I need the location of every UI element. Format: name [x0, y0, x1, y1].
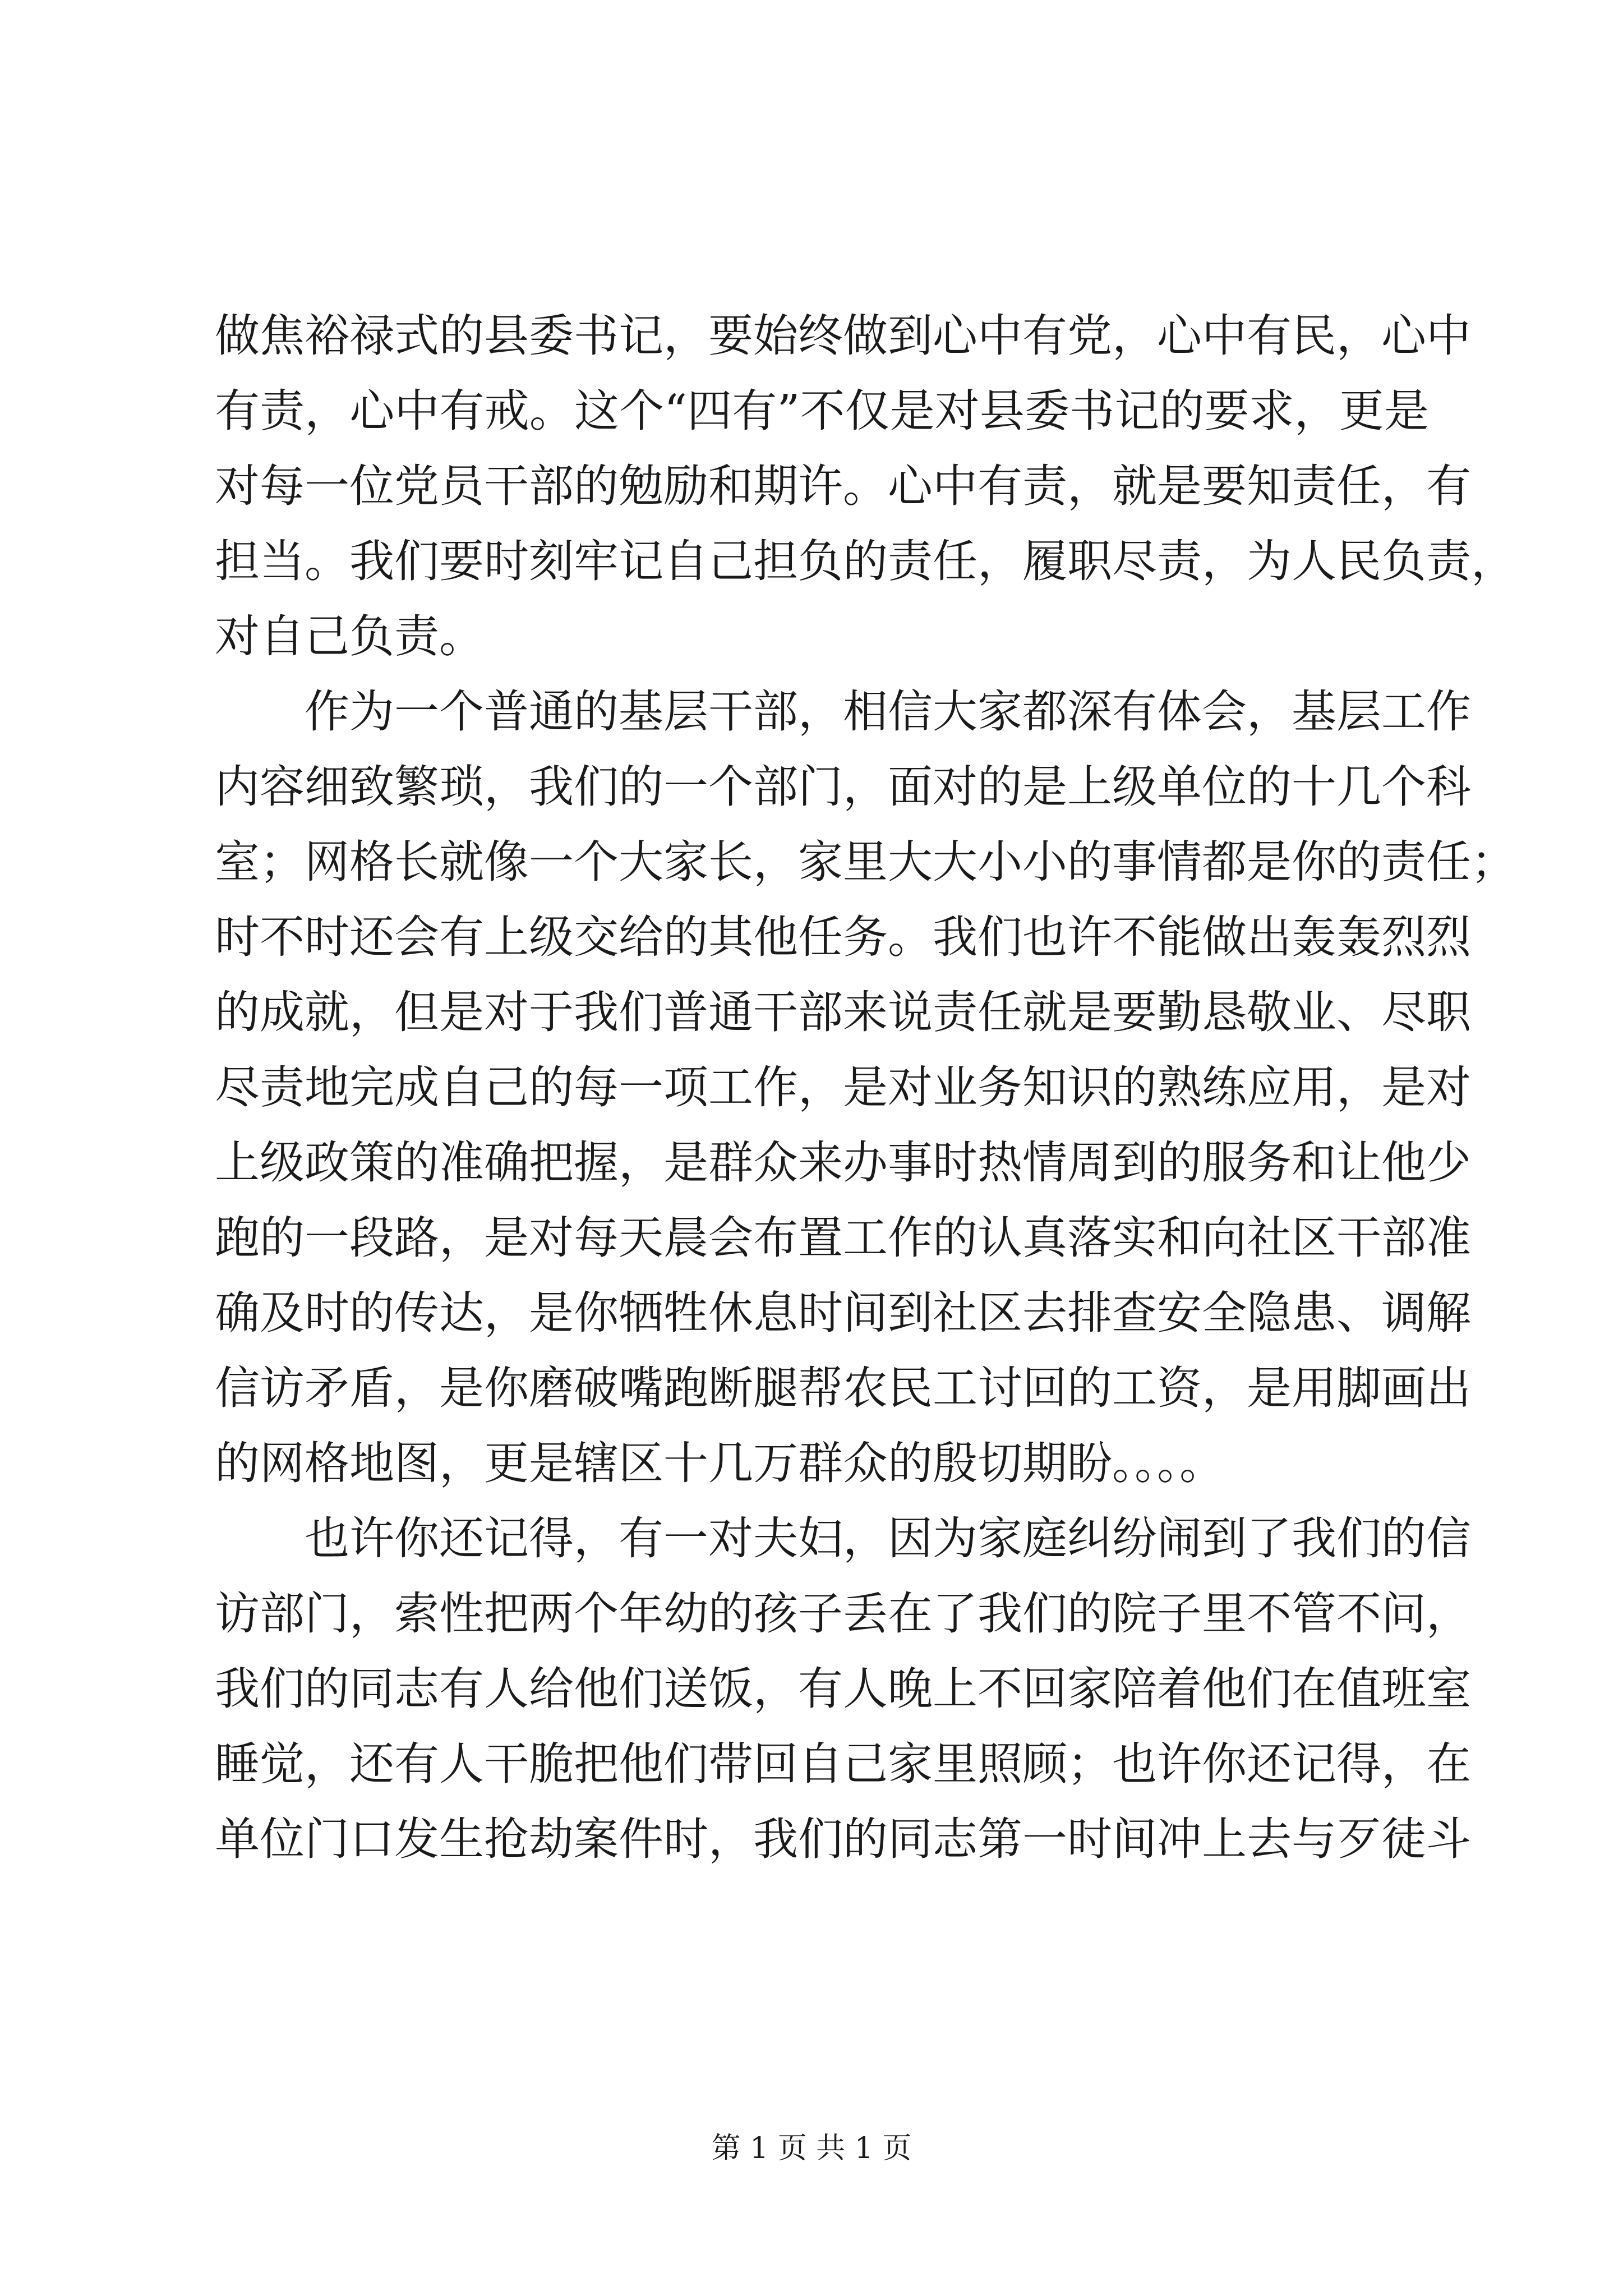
body-text	[215, 298, 1516, 1877]
text-line: 对自己负责。	[215, 610, 484, 662]
text-line: 时不时还会有上级交给的其他任务。我们也许不能做出轰轰烈烈	[215, 911, 1471, 963]
text-line: 睡觉，还有人干脆把他们带回自己家里照顾；也许你还记得，在	[215, 1738, 1471, 1790]
text-line: 访部门，索性把两个年幼的孩子丢在了我们的院子里不管不问，	[215, 1588, 1471, 1640]
text-line: 确及时的传达，是你牺牲休息时间到社区去排查安全隐患、调解	[215, 1287, 1471, 1339]
text-line: 跑的一段路，是对每天晨会布置工作的认真落实和向社区干部准	[215, 1212, 1471, 1264]
text-line: 有责，心中有戒。这个“四有”不仅是对县委书记的要求，更是	[215, 385, 1429, 437]
text-line: 室；网格长就像一个大家长，家里大大小小的事情都是你的责任；	[215, 836, 1516, 888]
text-line: 上级政策的准确把握，是群众来办事时热情周到的服务和让他少	[215, 1137, 1471, 1189]
text-line: 尽责地完成自己的每一项工作，是对业务知识的熟练应用，是对	[215, 1061, 1471, 1114]
text-line: 的成就，但是对于我们普通干部来说责任就是要勤恳敬业、尽职	[215, 986, 1471, 1038]
text-line: 我们的同志有人给他们送饭，有人晚上不回家陪着他们在值班室	[215, 1663, 1471, 1715]
text-line: 的网格地图，更是辖区十几万群众的殷切期盼。。。。	[215, 1437, 1224, 1489]
page-footer: 第 1 页 共 1 页	[711, 2132, 912, 2165]
text-line: 担当。我们要时刻牢记自己担负的责任，履职尽责，为人民负责，	[215, 535, 1516, 587]
text-line: 对每一位党员干部的勉励和期许。心中有责，就是要知责任，有	[215, 460, 1471, 512]
text-line: 做焦裕禄式的县委书记，要始终做到心中有党，心中有民，心中	[215, 310, 1471, 362]
text-line: 信访矛盾，是你磨破嘴跑断腿帮农民工讨回的工资，是用脚画出	[215, 1362, 1471, 1414]
text-line: 也许你还记得，有一对夫妇，因为家庭纠纷闹到了我们的信	[305, 1512, 1471, 1565]
text-line: 内容细致繁琐，我们的一个部门，面对的是上级单位的十几个科	[215, 761, 1471, 813]
text-line: 作为一个普通的基层干部，相信大家都深有体会，基层工作	[305, 685, 1471, 738]
text-line: 单位门口发生抢劫案件时，我们的同志第一时间冲上去与歹徒斗	[215, 1813, 1471, 1865]
